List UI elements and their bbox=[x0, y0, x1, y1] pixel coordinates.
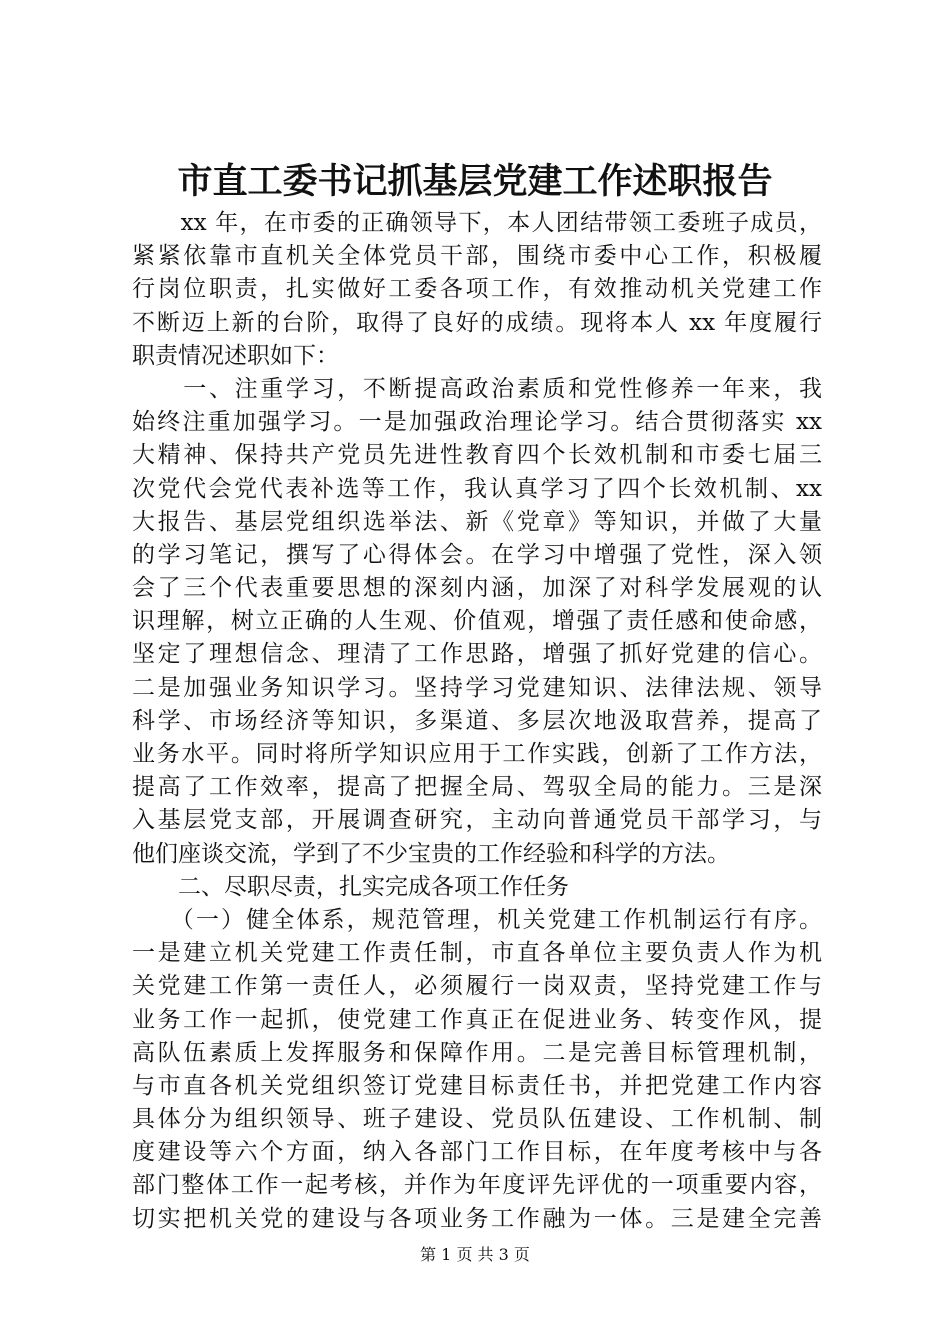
body-line: 度建设等六个方面，纳入各部门工作目标，在年度考核中与各 bbox=[132, 1139, 822, 1166]
body-line: 不断迈上新的台阶，取得了良好的成绩。现将本人 xx 年度履行 bbox=[132, 309, 822, 336]
body-line: 提高了工作效率，提高了把握全局、驾驭全局的能力。三是深 bbox=[132, 774, 822, 801]
body-line: 关党建工作第一责任人，必须履行一岗双责，坚持党建工作与 bbox=[132, 973, 822, 1000]
body-line: 识理解，树立正确的人生观、价值观，增强了责任感和使命感， bbox=[132, 608, 822, 635]
body-line: 职责情况述职如下： bbox=[132, 342, 339, 369]
body-line: 的学习笔记，撰写了心得体会。在学习中增强了党性，深入领 bbox=[132, 541, 822, 568]
body-line: 次党代会党代表补选等工作，我认真学习了四个长效机制、xx bbox=[132, 475, 822, 502]
body-line: 入基层党支部，开展调查研究，主动向普通党员干部学习，与 bbox=[132, 807, 822, 834]
body-line: 切实把机关党的建设与各项业务工作融为一体。三是建全完善 bbox=[132, 1205, 822, 1232]
body-line: 会了三个代表重要思想的深刻内涵，加深了对科学发展观的认 bbox=[132, 575, 822, 602]
body-line: 二、尽职尽责，扎实完成各项工作任务 bbox=[132, 873, 569, 900]
body-line: 部门整体工作一起考核，并作为年度评先评优的一项重要内容， bbox=[132, 1172, 822, 1199]
body-line: 一、注重学习，不断提高政治素质和党性修养一年来，我 bbox=[132, 375, 822, 402]
body-line: 他们座谈交流，学到了不少宝贵的工作经验和科学的方法。 bbox=[132, 840, 730, 867]
body-line: 行岗位职责，扎实做好工委各项工作，有效推动机关党建工作 bbox=[132, 276, 822, 303]
body-line: 业务工作一起抓，使党建工作真正在促进业务、转变作风，提 bbox=[132, 1006, 822, 1033]
body-line: 业务水平。同时将所学知识应用于工作实践，创新了工作方法， bbox=[132, 741, 822, 767]
document-title: 市直工委书记抓基层党建工作述职报告 bbox=[177, 161, 773, 202]
body-line: （一）健全体系，规范管理，机关党建工作机制运行有序。 bbox=[132, 906, 822, 933]
body-line: 紧紧依靠市直机关全体党员干部，围绕市委中心工作，积极履 bbox=[132, 243, 822, 270]
body-line: xx 年，在市委的正确领导下，本人团结带领工委班子成员， bbox=[132, 210, 822, 236]
body-line: 始终注重加强学习。一是加强政治理论学习。结合贯彻落实 xx bbox=[132, 409, 822, 436]
body-line: 高队伍素质上发挥服务和保障作用。二是完善目标管理机制， bbox=[132, 1039, 822, 1066]
body-line: 具体分为组织领导、班子建设、党员队伍建设、工作机制、制 bbox=[132, 1106, 822, 1133]
body-line: 一是建立机关党建工作责任制，市直各单位主要负责人作为机 bbox=[132, 940, 822, 967]
page-number-footer: 第 1 页 共 3 页 bbox=[420, 1245, 530, 1264]
body-line: 二是加强业务知识学习。坚持学习党建知识、法律法规、领导 bbox=[132, 674, 822, 701]
document-body bbox=[132, 207, 822, 1236]
body-line: 大精神、保持共产党员先进性教育四个长效机制和市委七届三 bbox=[132, 442, 822, 469]
body-line: 大报告、基层党组织选举法、新《党章》等知识，并做了大量 bbox=[132, 508, 822, 535]
body-line: 坚定了理想信念、理清了工作思路，增强了抓好党建的信心。 bbox=[132, 641, 822, 668]
body-line: 与市直各机关党组织签订党建目标责任书，并把党建工作内容 bbox=[132, 1072, 822, 1099]
body-line: 科学、市场经济等知识，多渠道、多层次地汲取营养，提高了 bbox=[132, 707, 822, 734]
